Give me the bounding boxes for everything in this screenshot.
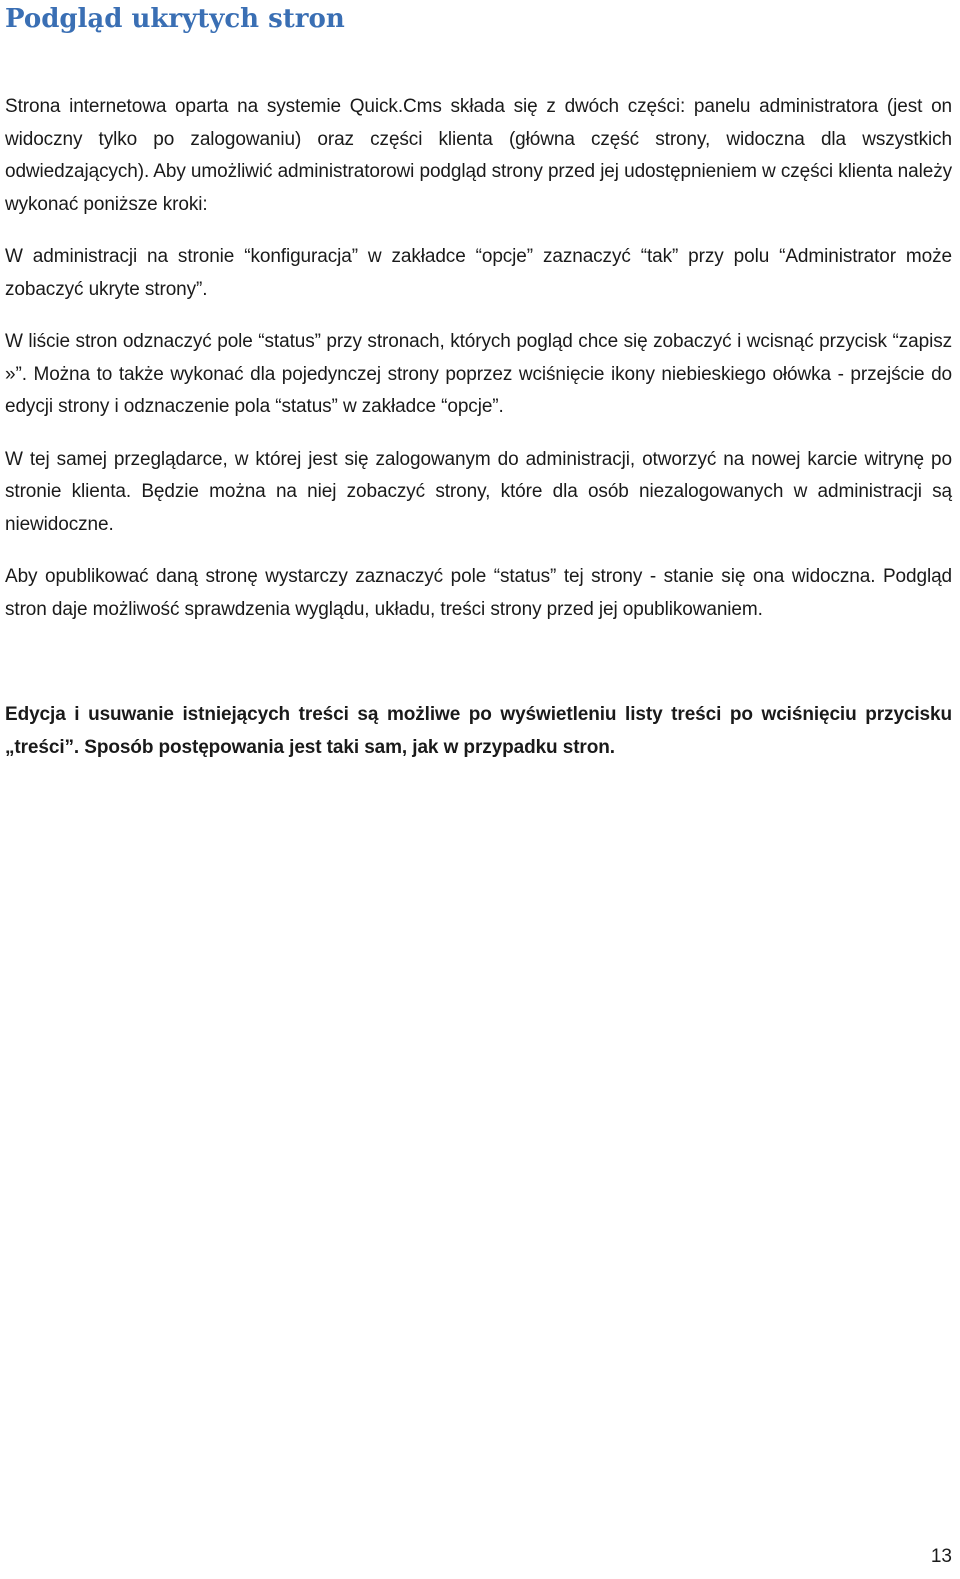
paragraph-step-configuration: W administracji na stronie “konfiguracja” w zakładce “opcje” zaznaczyć “tak” przy polu “Administrator może zobaczyć ukryte strony”.	[5, 246, 952, 300]
paragraph-intro: Strona internetowa oparta na systemie Quick.Cms składa się z dwóch części: panelu administratora (jest on widoczny tylko po zalogowaniu) oraz części klienta (główna część strony, widoczna dla wszystkich odwiedzających). Aby umożliwić administratorowi podgląd strony przed jej udostępnieniem w części klienta należy wykonać poniższe kroki:	[5, 96, 952, 215]
paragraph-content-editing: Edycja i usuwanie istniejących treści są możliwe po wyświetleniu listy treści po wciśnięciu przycisku „treści”. Sposób postępowania jest taki sam, jak w przypadku stron.	[5, 704, 952, 758]
paragraph-publish: Aby opublikować daną stronę wystarczy zaznaczyć pole “status” tej strony - stanie się ona widoczna. Podgląd stron daje możliwość sprawdzenia wyglądu, układu, treści strony przed jej opublikowaniem.	[5, 566, 952, 620]
page-title: Podgląd ukrytych stron	[5, 4, 345, 34]
paragraph-step-preview: W tej samej przeglądarce, w której jest się zalogowanym do administracji, otworzyć na nowej karcie witrynę po stronie klienta. Będzie można na niej zobaczyć strony, które dla osób niezalogowanych w administracji są niewidoczne.	[5, 448, 952, 535]
page-number: 13	[930, 1546, 952, 1567]
paragraph-step-status: W liście stron odznaczyć pole “status” przy stronach, których pogląd chce się zobaczyć i wcisnąć przycisk “zapisz »”. Można to także wykonać dla pojedynczej strony poprzez wciśnięcie ikony niebieskiego ołówka - przejście do edycji strony i odznaczenie pola “status” w zakładce “opcje”.	[5, 331, 952, 417]
document-body	[5, 91, 952, 784]
